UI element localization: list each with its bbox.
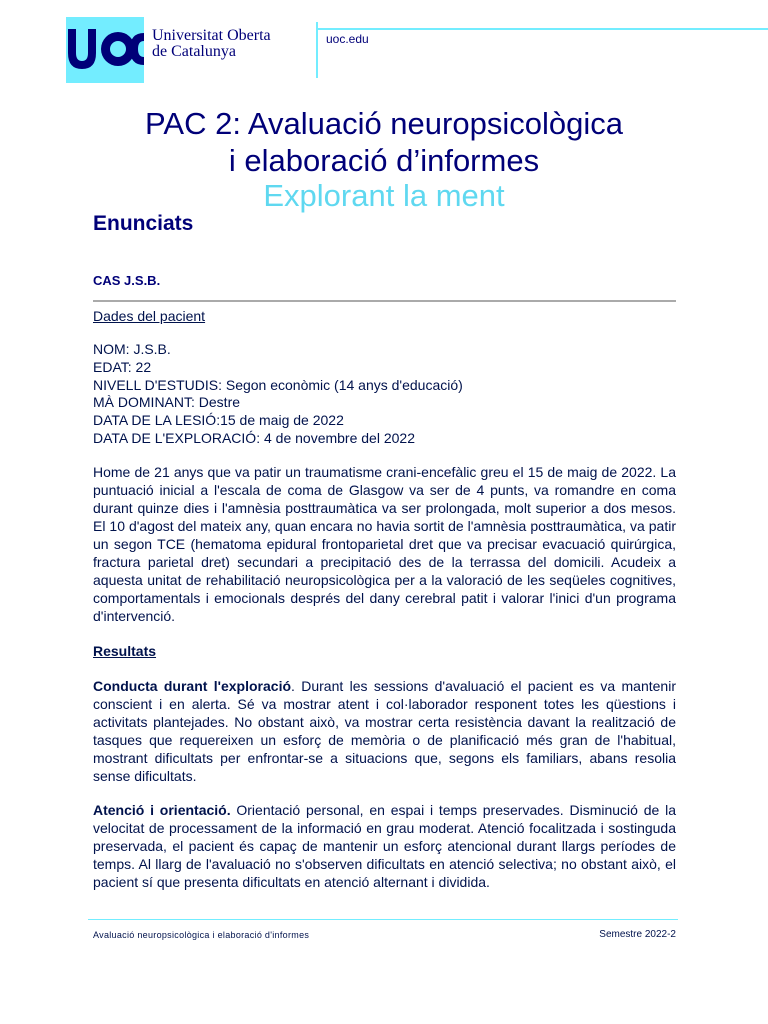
case-label: CAS J.S.B.: [93, 273, 161, 288]
patient-history: Home de 21 anys que va patir un traumatisme crani-encefàlic greu el 15 de maig de 2022. La puntuació inicial a l'escala de coma de Glasgow va ser de 4 punts, va romandre en coma durant quinze dies i l'amnèsia posttraumàtica va ser prolongada, molt superior a dos mesos. El 10 d'agost del mateix any, quan encara no havia sortit de l'amnèsia posttraumàtica, va patir un segon TCE (hematoma epidural frontoparietal dret que va precisar evacuació quirúrgica, fractura parietal dret) secundari a precipitació des de la terrassa del domicili. Acudeix a aquesta unitat de rehabilitació neuropsicològica per a la valoració de les seqüeles cognitives, comportamentals i emocionals després del dany cerebral patit i valorar l'inici d'un programa d'intervenció.: [93, 464, 676, 624]
conduct-text: . Durant les sessions d'avaluació el pacient es va mantenir conscient i en alerta. Sé va mostrar atent i col·laborador responent totes les qüestions i activitats plantejades. No obstant això, va mostrar certa resistència davant la realització de tasques que requereixen un esforç de memòria o de planificació més gran de l'habitual, mostrant dificultats per enfrontar-se a situacions que, segons els familiars, abans resolia sense dificultats.: [93, 678, 676, 784]
attention-paragraph: [93, 801, 676, 891]
header-rule: [318, 28, 768, 30]
university-name-line2: de Catalunya: [152, 43, 236, 60]
footer-course: Avaluació neuropsicològica i elaboració d'informes: [93, 930, 310, 940]
attention-text: Orientació personal, en espai i temps preservades. Disminució de la velocitat de processament de la informació en grau moderat. Atenció focalitzada i sostinguda preservada, el pacient és capaç de mantenir un esforç atencional durant llargs períodes de temps. Al llarg de l'avaluació no s'observen dificultats en atenció selectiva; no obstant això, el pacient sí que presenta dificultats en atenció alternant i dividida.: [93, 802, 676, 890]
uoc-logo-letters: [66, 17, 144, 83]
page-header: [0, 0, 768, 90]
patient-fields: [93, 341, 676, 448]
site-url[interactable]: uoc.edu: [326, 32, 369, 46]
patient-field-education: NIVELL D'ESTUDIS: Segon econòmic (14 anys d'educació): [93, 376, 463, 393]
footer-semester: Semestre 2022-2: [599, 929, 676, 940]
header-divider: [316, 22, 318, 78]
university-name: [152, 28, 271, 60]
attention-label: Atenció i orientació.: [93, 802, 231, 818]
patient-field-exam-date: DATA DE L'EXPLORACIÓ: 4 de novembre del 2022: [93, 429, 415, 446]
page-title-line1: PAC 2: Avaluació neuropsicològica: [145, 106, 623, 141]
results-heading: [93, 642, 676, 660]
conduct-label: Conducta durant l'exploració: [93, 678, 292, 694]
conduct-paragraph: [93, 677, 676, 785]
section-rule: [93, 300, 676, 302]
patient-field-age: EDAT: 22: [93, 358, 152, 375]
patient-field-injury-date: DATA DE LA LESIÓ:15 de maig de 2022: [93, 412, 344, 429]
patient-data-heading: [93, 307, 676, 325]
page-title-line2: i elaboració d’informes: [228, 143, 540, 178]
university-name-line1: Universitat Oberta: [152, 27, 271, 44]
uoc-logo: [66, 17, 144, 83]
patient-data-heading-text: Dades del pacient: [93, 308, 206, 324]
page-subtitle: Explorant la ment: [263, 178, 505, 213]
patient-field-name: NOM: J.S.B.: [93, 341, 171, 357]
results-heading-text: Resultats: [93, 643, 157, 659]
patient-field-hand: MÀ DOMINANT: Destre: [93, 394, 241, 411]
footer-rule: [88, 919, 678, 920]
section-heading: Enunciats: [93, 212, 194, 235]
